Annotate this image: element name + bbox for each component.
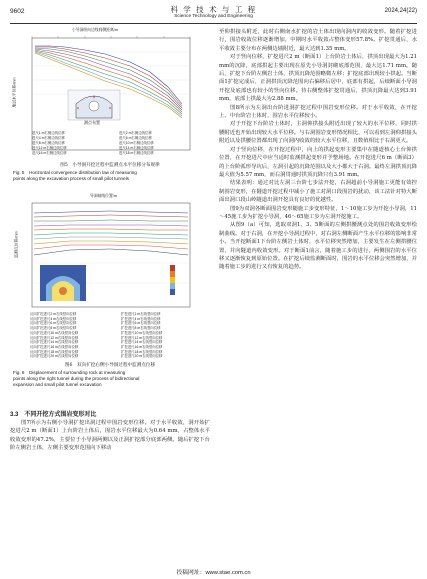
fig5-top-axis-title: 小导洞纵向边线间侧距离/m: [72, 28, 118, 32]
right-paragraph-3: 图8所示为左洞出台阶进洞扩挖过程中围岩变形位移。对于水平收敛，在开挖上、中台阶岩土体时，围岩水平位移较小。: [219, 104, 417, 120]
fig6-caption-en-3: expansion and small pilot tunnel excavation: [13, 382, 102, 387]
fig6-legend-item: 反向扩挖进尺18 m右线竖向位移: [30, 349, 79, 354]
fig6-legend-item: 反向扩挖进尺2 m右线竖向位移: [30, 312, 77, 316]
right-paragraph-7: 图9为双洞各断面围岩变形随施工步变形特征，1～10施工步为开挖小导洞，11～45施工步为扩挖小导洞，46～65施工步为左洞开挖施工。: [219, 205, 417, 220]
fig5-legend-item: 进尺8 m右侧边线位移: [32, 141, 65, 145]
fig5-caption-en-2: points along the excavation process of small pilot tunnels: [13, 176, 129, 181]
fig5-legend-item: 进尺12 m右侧边线位移: [32, 146, 67, 150]
section-heading: 3.3 不同开挖方式围岩变形对比: [10, 412, 97, 418]
right-paragraph-5: 对于竖向位移，在开挖过程中，向上的拱起变形主要集中在隧道核心土台仰拱位置，在开挖进尺中应当适时监测拱起变形并予整场地。在开挖进尺6 m（断面3）的上台阶弧形导坑后，左洞引起的沉降范围以及大小都大于右洞。最终左洞拱顶沉降最大值为5.57 mm，而右洞贯通时拱顶沉降只有3.91 mm。: [219, 146, 417, 178]
fig5-legend-item: 进尺4 m右侧边线位移: [32, 136, 65, 140]
fig6-y-axis-title: 监测点位移/mm: [14, 231, 19, 258]
fig6-legend-item: 扩挖进尺14 m右线竖向位移: [121, 340, 163, 345]
fig5-y-axis-title: 地层水平位移/mm: [12, 77, 17, 108]
fig6-legend-item: 反向扩挖进尺14 m右线竖向位移: [30, 340, 79, 345]
fig6-inset: [40, 265, 86, 301]
fig6-legend-item: 反向扩挖进尺10 m右线竖向位移: [30, 330, 79, 335]
right-column: [219, 28, 417, 272]
fig5-caption-en-1: Fig. 5 Horizontal convergence distribution law of measuring: [13, 170, 137, 175]
fig6-legend-item: 反向扩挖进尺20 m右线竖向位移: [30, 354, 79, 359]
fig6-legend-item: 扩挖进尺6 m右线竖向位移: [121, 321, 161, 326]
fig5-inset: [68, 90, 120, 120]
fig5-legend-item: 进尺18 m右侧边线位移: [119, 151, 154, 155]
fig6-caption-en-2: points along the right tunnel during the process of bidirectional: [13, 376, 140, 381]
fig5-legend-item: 进尺2 m右侧边线位移: [119, 131, 152, 135]
fig6-legend-item: 扩挖进尺12 m右线竖向位移: [121, 335, 163, 340]
fig5-legend-item: 进尺10 m右侧边线位移: [119, 141, 154, 145]
fig6-caption-en-1: Fig. 6 Displacement of surrounding rock at measuring: [13, 370, 126, 375]
fig6-legend-item: 反向扩挖进尺8 m右线竖向位移: [30, 326, 77, 331]
fig6-legend-item: 扩挖进尺16 m右线竖向位移: [121, 344, 163, 349]
right-paragraph-8: 从图9（a）可知，选取双洞1、3、5断面的左侧拱腰测点处的围岩收敛变形绘制曲线。对于右洞，在开挖小导洞过程中，对右洞左侧断面产生水平位移的影响非常小。当开挖断面1下台阶左侧岩土体时，水平位移突然增加，主要发生在左侧拱腰位置，并向隧道内收敛变形。对于断面1前言，随着施工步的进行，两侧围岩的水平位移又逐渐恢复到原始位置。在扩挖后续监测断面时，围岩的水平位移会突然增加，并随着施工步的进行又有恢复的趋势。: [219, 222, 417, 271]
fig5-legend-item: 进尺1 m右侧边线位移: [32, 131, 65, 135]
fig6-legend-item: 反向扩挖进尺12 m右线竖向位移: [30, 335, 79, 340]
fig5-legend-item: 进尺14 m右侧边线位移: [119, 146, 154, 150]
fig5-legend: [32, 131, 202, 156]
right-paragraph-4: 对于开挖下台阶岩土体时，主洞仰拱接头附近出现了较大的水平位移，同时拱腰附近也开始出现较大水平位移。与右洞围岩变形情况相比，可以看到左洞仰拱接头附近以及拱腰位置都出现了向洞内收敛的较大水平位移，且数值相比于右洞更大。: [219, 121, 417, 145]
fig5-inset-label: 测点布置: [84, 120, 100, 125]
page-footer: 投稿网址：www.stae.com.cn: [176, 570, 251, 576]
page-number: 9602: [10, 8, 25, 15]
left-paragraph: 图7所示为右侧小导洞扩挖出洞过程中围岩变形位移。对于水平收敛，洞开始扩挖进尺2 m（断面1）上台阶岩土体后，围岩水平位移最大为0.64 mm，占整体水平收敛变形的47.2%，主要位于小导洞两侧以及正洞扩挖部分底部两侧。随后扩挖下台阶左侧岩土体，左侧主要变形范围向下移动: [10, 420, 210, 452]
fig5-legend-item: 进尺16 m右侧边线位移: [32, 151, 67, 155]
fig6-legend-item: 扩挖进尺2 m右线竖向位移: [121, 312, 161, 316]
right-paragraph-1: 至仰拱接头附近，此时右侧南水扩挖的岩土体出现向洞内的收敛变形。随着扩挖进行，围岩收敛位移逐渐增加，中期时水平收敛占整体变形57.8%。扩挖贯通后，水平收敛主要分布在两侧边墙附近，最大达到1.35 mm。: [219, 29, 417, 52]
fig6-caption-cn: 图6 双向扩挖右侧小导洞过程中监测点位移: [64, 363, 156, 368]
journal-title-en: Science Technology and Engineering: [174, 14, 253, 19]
fig6-legend-item: 扩挖进尺8 m右线竖向位移: [121, 326, 161, 331]
header-rule: [10, 23, 417, 24]
fig6-legend: [30, 312, 208, 359]
page-header: [0, 0, 427, 24]
fig6-plot: [10, 199, 210, 311]
fig6-legend-item: 扩挖进尺18 m右线竖向位移: [121, 349, 163, 354]
fig6-legend-item: 反向扩挖进尺4 m右线竖向位移: [30, 316, 77, 321]
figure-6: [10, 194, 210, 406]
fig6-legend-item: 扩挖进尺4 m右线竖向位移: [121, 316, 161, 321]
fig6-legend-item: 扩挖进尺10 m右线竖向位移: [121, 330, 163, 335]
left-column: [10, 28, 210, 453]
fig5-caption-cn: 图5 小导洞开挖过程中监测点水平位移分布规律: [60, 163, 160, 168]
right-paragraph-6: 结果表明：通过对比左洞三台阶七步法开挖，右洞超前小导洞施工更能有效控制围岩变形，在隧道开挖过程中减小了施工对洞口段围岩的扰动，该工法针对特大断面出洞口段山岭隧道出洞开挖具有良好的优越性。: [219, 180, 417, 204]
fig6-legend-item: 反向扩挖进尺16 m右线竖向位移: [30, 344, 79, 349]
fig6-top-axis-title: 导洞轴线位置/m: [90, 194, 117, 198]
fig6-legend-item: 反向扩挖进尺6 m右线竖向位移: [30, 321, 77, 326]
fig6-colorbar: [170, 265, 175, 295]
journal-title-cn: 科 学 技 术 与 工 程: [170, 5, 257, 14]
fig5-legend-item: 进尺6 m右侧边线位移: [119, 136, 152, 140]
right-paragraph-2: 对于竖向位移，扩挖进尺2 m（断面1）上台阶岩土体后，拱顶出现最大为1.21 mm的沉降，底部拱起主要出现在原先小导洞封砌底部范围，最大达1.71 mm。随后，扩挖下台阶左侧岩土体，拱顶沉降范围略微左移；扩挖底部出现较小拱起。当断面1扩挖完成后，正洞拱顶沉降范围向右偏移后居中，底部有拱起，后续断面小导洞开挖及底部也有较小的竖向位移。待右侧整体扩挖贯通后，拱顶沉降最大达到3.91 mm，底部上拱最大为2.88 mm。: [219, 54, 417, 103]
fig6-legend-item: 扩挖进尺20 m右线竖向位移: [121, 354, 163, 359]
issue-label: 2024,24(22): [384, 8, 417, 14]
figure-5: [10, 28, 210, 184]
